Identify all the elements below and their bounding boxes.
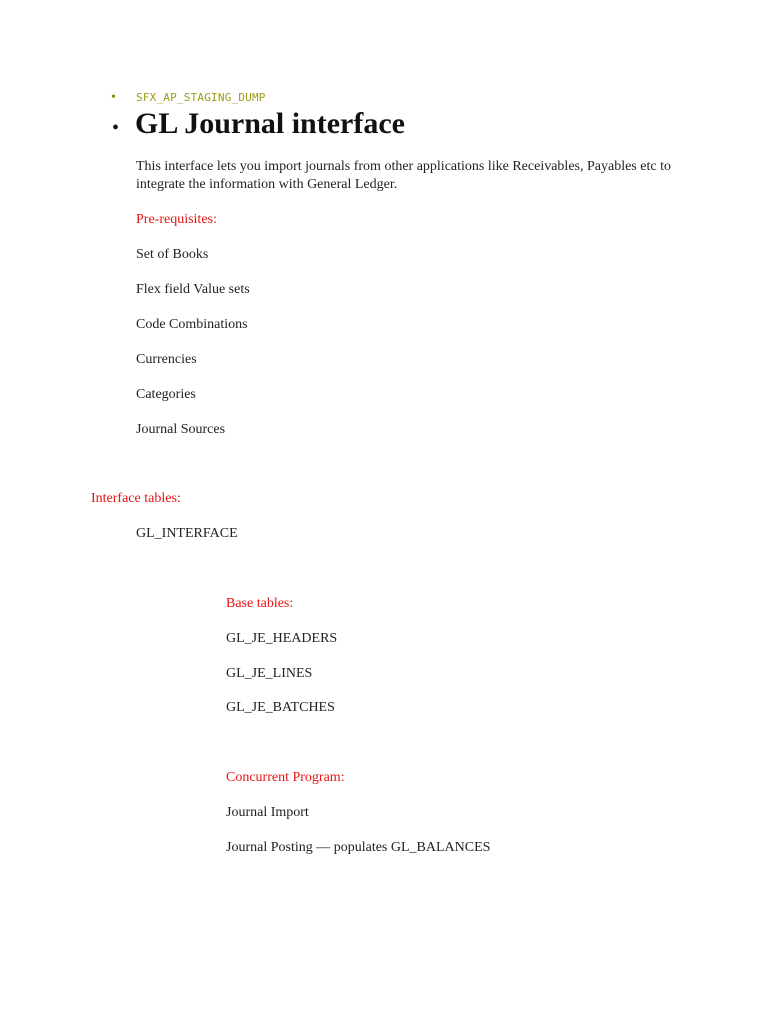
prerequisite-item: Set of Books <box>136 247 209 262</box>
prerequisite-item: Flex field Value sets <box>136 282 250 297</box>
base-table-item: GL_JE_LINES <box>226 666 313 681</box>
prerequisite-item: Categories <box>136 387 196 402</box>
interface-tables-label: Interface tables: <box>91 491 181 506</box>
prerequisite-item: Code Combinations <box>136 317 248 332</box>
intro-paragraph: This interface lets you import journals from other applications like Receivables, Payables etc to integrate the information with General Ledger. <box>136 159 671 192</box>
prerequisites-label: Pre-requisites: <box>136 212 217 227</box>
bullet-dot-icon: • <box>112 117 120 139</box>
concurrent-program-label: Concurrent Program: <box>226 770 345 785</box>
concurrent-program-item: Journal Posting — populates GL_BALANCES <box>226 840 491 855</box>
base-table-item: GL_JE_BATCHES <box>226 700 335 715</box>
prerequisite-item: Journal Sources <box>136 422 226 437</box>
base-tables-label: Base tables: <box>226 596 294 611</box>
interface-table-item: GL_INTERFACE <box>136 526 238 541</box>
prerequisite-item: Currencies <box>136 352 197 367</box>
bullet-dot-icon: • <box>111 90 116 105</box>
base-table-item: GL_JE_HEADERS <box>226 631 338 646</box>
section-heading: GL Journal interface <box>135 107 405 140</box>
concurrent-program-item: Journal Import <box>226 805 309 820</box>
table-name-item: SFX_AP_STAGING_DUMP <box>136 91 266 104</box>
